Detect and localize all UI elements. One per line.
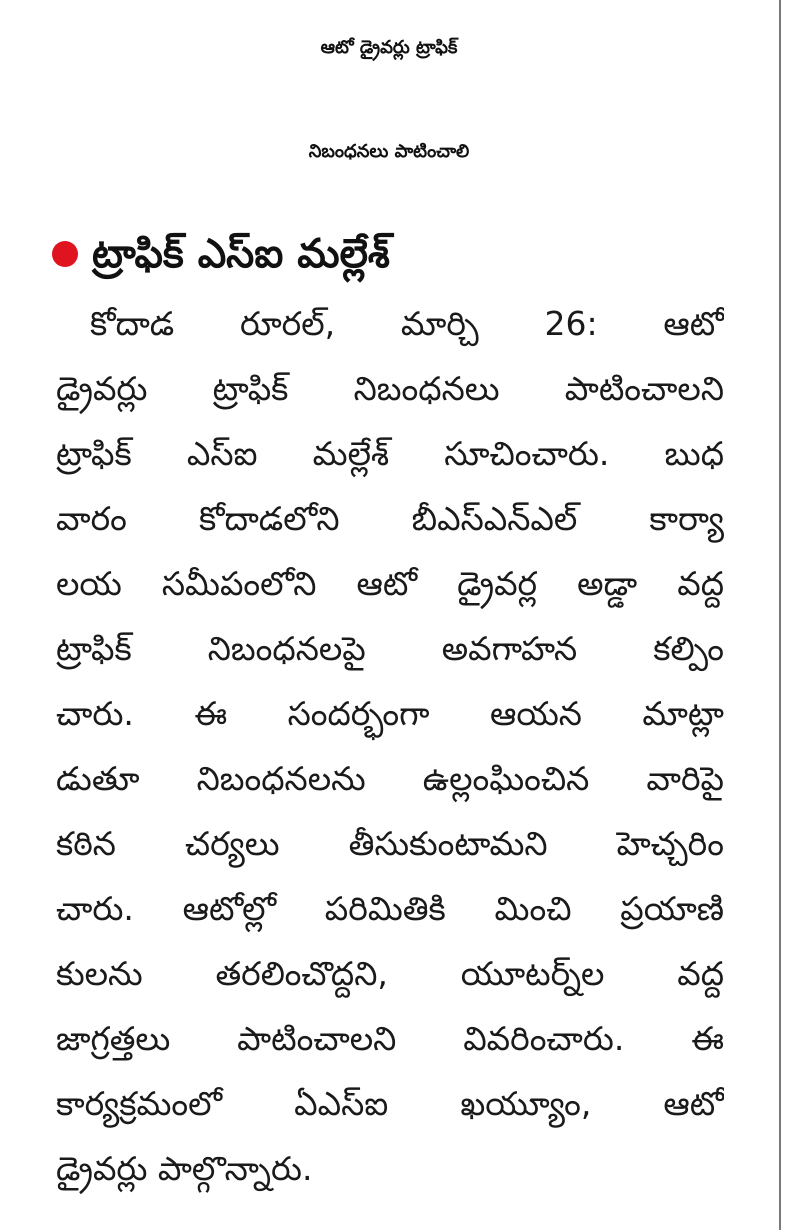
body-line: డ్రైవర్లు పాల్గొన్నారు. xyxy=(56,1149,313,1188)
body-line: వారం కోదాడలోని బీఎస్ఎన్ఎల్ కార్యా xyxy=(56,499,724,538)
red-bullet-icon xyxy=(52,241,78,267)
column-divider xyxy=(779,0,781,1230)
headline-line-2: నిబంధనలు పాటించాలి xyxy=(308,141,470,162)
body-line: ట్రాఫిక్ నిబంధనలపై అవగాహన కల్పిం xyxy=(56,629,724,668)
body-line: కులను తరలించొద్దని, యూటర్న్‌ల వద్ద xyxy=(56,954,724,993)
body-line: లయ సమీపంలోని ఆటో డ్రైవర్ల అడ్డా వద్ద xyxy=(56,564,724,603)
byline xyxy=(52,222,390,286)
byline-text: ట్రాఫిక్ ఎస్ఐ మల్లేశ్ xyxy=(92,231,390,277)
body-line: జాగ్రత్తలు పాటించాలని వివరించారు. ఈ xyxy=(56,1019,724,1058)
body-line: కోదాడ రూరల్, మార్చి 26: ఆటో xyxy=(90,304,724,343)
article-body xyxy=(56,291,724,1201)
body-line: డ్రైవర్లు ట్రాఫిక్ నిబంధనలు పాటించాలని xyxy=(56,369,724,408)
body-line: కఠిన చర్యలు తీసుకుంటామని హెచ్చరిం xyxy=(56,824,724,863)
body-line: ట్రాఫిక్ ఎస్ఐ మల్లేశ్ సూచించారు. బుధ xyxy=(56,434,724,473)
body-line: కార్యక్రమంలో ఏఎస్ఐ ఖయ్యూం, ఆటో xyxy=(56,1084,724,1123)
body-line: చారు. ఆటోల్లో పరిమితికి మించి ప్రయాణి xyxy=(56,889,724,928)
body-line: చారు. ఈ సందర్భంగా ఆయన మాట్లా xyxy=(56,694,724,733)
headline-line-1: ఆటో డ్రైవర్లు ట్రాఫిక్ xyxy=(320,37,458,58)
body-line: డుతూ నిబంధనలను ఉల్లంఘించిన వారిపై xyxy=(56,759,724,798)
